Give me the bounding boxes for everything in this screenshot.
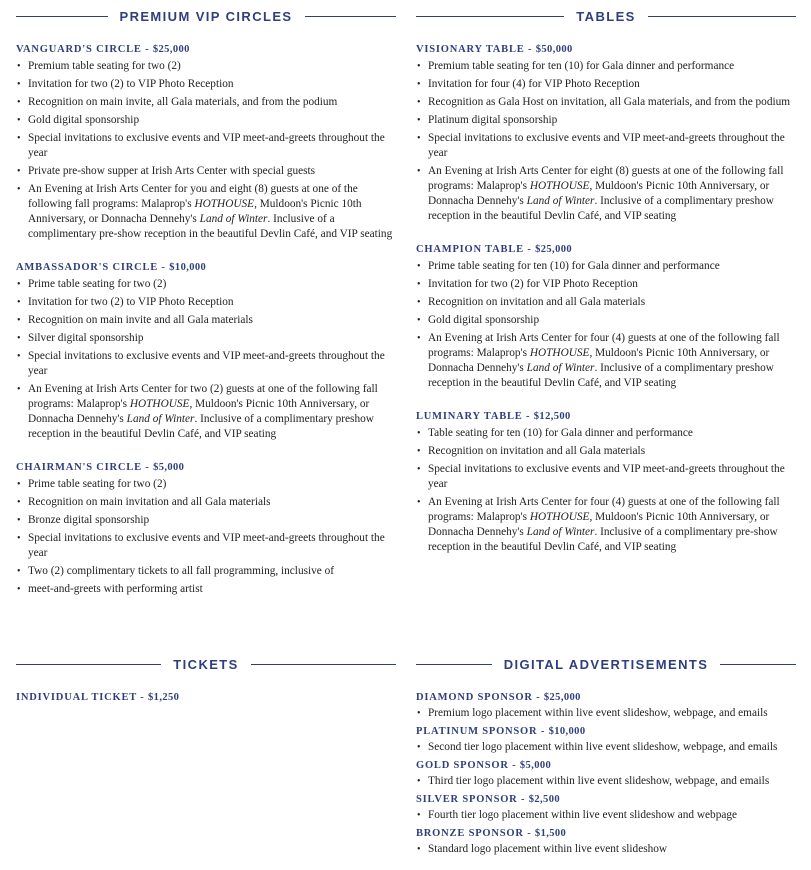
evening-text: , Muldoon's Picnic 10th Anniversary, or Donnacha Dennehy's bbox=[28, 398, 370, 425]
benefit-item-evening bbox=[16, 182, 394, 242]
benefit-item: • Recognition on main invitation and all Gala materials bbox=[16, 495, 394, 510]
tier-heading bbox=[16, 43, 394, 57]
benefit-item: • Gold digital sponsorship bbox=[16, 113, 394, 128]
evening-text: , Muldoon's Picnic 10th Anniversary, or Donnacha Dennehy's bbox=[428, 511, 770, 538]
benefit-item: • Special invitations to exclusive events and VIP meet-and-greets throughout the year bbox=[416, 462, 796, 492]
benefit-item: • Third tier logo placement within live event slideshow, webpage, and emails bbox=[416, 774, 796, 789]
benefit-list bbox=[16, 277, 394, 442]
benefit-item: • meet-and-greets with performing artist bbox=[16, 582, 394, 597]
tier-heading bbox=[16, 261, 394, 275]
header-rule bbox=[16, 16, 108, 17]
benefit-list bbox=[16, 477, 394, 597]
tier-heading bbox=[416, 410, 796, 424]
benefit-item: • Prime table seating for ten (10) for Gala dinner and performance bbox=[416, 259, 796, 274]
tier-price: $5,000 bbox=[153, 462, 185, 473]
tier-block bbox=[16, 691, 394, 705]
tier-name: BRONZE SPONSOR bbox=[416, 828, 524, 839]
benefit-item: • Recognition on main invite, all Gala materials, and from the podium bbox=[16, 95, 394, 110]
evening-text: An Evening at Irish Arts Center for four (4) guests at one of the following fall programs: Malaprop's bbox=[428, 496, 780, 523]
tier-price: $1,250 bbox=[148, 692, 180, 703]
tier-price: $50,000 bbox=[535, 44, 573, 55]
evening-text: . Inclusive of a complimentary preshow reception in the beautiful Devlin Café, and VIP seating bbox=[428, 195, 774, 222]
tier-price: $25,000 bbox=[535, 244, 573, 255]
premium-tiers-column bbox=[16, 43, 394, 616]
tier-price: $25,000 bbox=[543, 692, 581, 703]
price-separator: - bbox=[532, 692, 544, 703]
benefit-item: • Gold digital sponsorship bbox=[416, 313, 796, 328]
price-separator: - bbox=[522, 411, 534, 422]
benefit-item: • Special invitations to exclusive events and VIP meet-and-greets throughout the year bbox=[16, 131, 394, 161]
benefit-list bbox=[416, 259, 796, 391]
tier-name: VANGUARD'S CIRCLE bbox=[16, 44, 142, 55]
benefit-item: • Premium table seating for two (2) bbox=[16, 59, 394, 74]
tier-name: CHAIRMAN'S CIRCLE bbox=[16, 462, 142, 473]
program-title: HOTHOUSE bbox=[529, 180, 590, 192]
tier-block bbox=[416, 725, 796, 755]
tier-block bbox=[416, 759, 796, 789]
tier-heading bbox=[416, 827, 796, 841]
program-title: HOTHOUSE bbox=[529, 347, 590, 359]
benefit-item: • Bronze digital sponsorship bbox=[16, 513, 394, 528]
tier-price: $25,000 bbox=[152, 44, 190, 55]
header-rule bbox=[305, 16, 397, 17]
benefit-item-evening bbox=[416, 331, 796, 391]
digital-section-header bbox=[416, 655, 796, 673]
tier-block bbox=[416, 827, 796, 857]
digital-tiers-column bbox=[416, 691, 796, 861]
tier-price: $10,000 bbox=[548, 726, 586, 737]
benefit-item: • Recognition on main invite and all Gala materials bbox=[16, 313, 394, 328]
price-separator: - bbox=[517, 794, 529, 805]
header-rule bbox=[251, 664, 396, 665]
tier-heading bbox=[16, 691, 394, 705]
tier-heading bbox=[416, 243, 796, 257]
tier-name: VISIONARY TABLE bbox=[416, 44, 525, 55]
benefit-item: • Invitation for two (2) for VIP Photo Reception bbox=[416, 277, 796, 292]
price-separator: - bbox=[141, 44, 153, 55]
digital-section-title: DIGITAL ADVERTISEMENTS bbox=[503, 656, 709, 672]
tier-name: INDIVIDUAL TICKET bbox=[16, 692, 137, 703]
tier-name: LUMINARY TABLE bbox=[416, 411, 523, 422]
tier-heading bbox=[416, 691, 796, 705]
benefit-item: • Invitation for two (2) to VIP Photo Reception bbox=[16, 295, 394, 310]
benefit-list bbox=[416, 740, 796, 755]
tickets-column bbox=[16, 691, 394, 724]
tier-block bbox=[416, 43, 796, 224]
premium-section-title: PREMIUM VIP CIRCLES bbox=[119, 8, 293, 24]
tier-heading bbox=[416, 43, 796, 57]
benefit-list bbox=[16, 59, 394, 242]
tier-block bbox=[416, 793, 796, 823]
benefit-item: • Silver digital sponsorship bbox=[16, 331, 394, 346]
header-rule bbox=[16, 664, 161, 665]
tables-section-header bbox=[416, 7, 796, 25]
price-separator: - bbox=[537, 726, 549, 737]
price-separator: - bbox=[523, 244, 536, 255]
evening-text: , Muldoon's Picnic 10th Anniversary, or Donnacha Dennehy's bbox=[28, 198, 362, 225]
tickets-section-title: TICKETS bbox=[173, 656, 239, 672]
tier-block bbox=[16, 261, 394, 442]
evening-text: . Inclusive of a complimentary pre-show reception in the beautiful Devlin Café, and VIP seating bbox=[28, 213, 393, 240]
program-title: HOTHOUSE bbox=[129, 398, 190, 410]
evening-text: An Evening at Irish Arts Center for four (4) guests at one of the following fall programs: Malaprop's bbox=[428, 332, 780, 359]
evening-text: . Inclusive of a complimentary preshow reception in the beautiful Devlin Café, and VIP seating bbox=[28, 413, 374, 440]
price-separator: - bbox=[141, 462, 154, 473]
tier-name: GOLD SPONSOR bbox=[416, 760, 509, 771]
benefit-item: • Invitation for two (2) to VIP Photo Reception bbox=[16, 77, 394, 92]
tier-price: $1,500 bbox=[534, 828, 567, 839]
benefit-item: • Premium table seating for ten (10) for Gala dinner and performance bbox=[416, 59, 796, 74]
tier-price: $12,500 bbox=[533, 411, 571, 422]
tier-name: PLATINUM SPONSOR bbox=[416, 726, 538, 737]
benefit-item: • Recognition on invitation and all Gala materials bbox=[416, 295, 796, 310]
benefit-item: • Special invitations to exclusive events and VIP meet-and-greets throughout the year bbox=[16, 531, 394, 561]
benefit-item: • Platinum digital sponsorship bbox=[416, 113, 796, 128]
program-title: HOTHOUSE bbox=[529, 511, 590, 523]
program-title: Land of Winter bbox=[526, 195, 595, 207]
benefit-item: • Two (2) complimentary tickets to all fall programming, inclusive of bbox=[16, 564, 394, 579]
program-title: Land of Winter bbox=[199, 213, 268, 225]
benefit-item: • Recognition as Gala Host on invitation, all Gala materials, and from the podium bbox=[416, 95, 796, 110]
price-separator: - bbox=[508, 760, 520, 771]
benefit-item: • Second tier logo placement within live event slideshow, webpage, and emails bbox=[416, 740, 796, 755]
benefit-list bbox=[416, 808, 796, 823]
program-title: Land of Winter bbox=[126, 413, 195, 425]
tier-block bbox=[416, 410, 796, 555]
header-rule bbox=[720, 664, 796, 665]
tables-section-title: TABLES bbox=[576, 8, 636, 24]
tier-block bbox=[416, 691, 796, 721]
evening-text: , Muldoon's Picnic 10th Anniversary, or Donnacha Dennehy's bbox=[428, 347, 770, 374]
tier-price: $5,000 bbox=[519, 760, 552, 771]
evening-text: An Evening at Irish Arts Center for you and eight (8) guests at one of the following fall programs: Malaprop's bbox=[28, 183, 358, 210]
price-separator: - bbox=[158, 262, 170, 273]
tier-heading bbox=[416, 793, 796, 807]
evening-text: An Evening at Irish Arts Center for two (2) guests at one of the following fall programs: Malaprop's bbox=[28, 383, 378, 410]
header-rule bbox=[416, 16, 564, 17]
benefit-item: • Premium logo placement within live event slideshow, webpage, and emails bbox=[416, 706, 796, 721]
price-separator: - bbox=[524, 44, 536, 55]
benefit-item: • Special invitations to exclusive events and VIP meet-and-greets throughout the year bbox=[16, 349, 394, 379]
benefit-item: • Prime table seating for two (2) bbox=[16, 477, 394, 492]
premium-section-header bbox=[16, 7, 396, 25]
benefit-item: • Recognition on invitation and all Gala materials bbox=[416, 444, 796, 459]
evening-text: . Inclusive of a complimentary pre-show reception in the beautiful Devlin Café, and VIP seating bbox=[428, 526, 778, 553]
header-rule bbox=[648, 16, 796, 17]
evening-text: . Inclusive of a complimentary preshow reception in the beautiful Devlin Café, and VIP seating bbox=[428, 362, 774, 389]
benefit-list bbox=[416, 706, 796, 721]
tier-heading bbox=[416, 759, 796, 773]
tier-block bbox=[416, 243, 796, 391]
benefit-item-evening bbox=[16, 382, 394, 442]
benefit-item: • Table seating for ten (10) for Gala dinner and performance bbox=[416, 426, 796, 441]
tier-heading bbox=[16, 461, 394, 475]
tickets-section-header bbox=[16, 655, 396, 673]
program-title: HOTHOUSE bbox=[194, 198, 255, 210]
benefit-item: • Fourth tier logo placement within live event slideshow and webpage bbox=[416, 808, 796, 823]
benefit-item-evening bbox=[416, 164, 796, 224]
tier-block bbox=[16, 43, 394, 242]
program-title: Land of Winter bbox=[526, 362, 595, 374]
price-separator: - bbox=[136, 692, 149, 703]
header-rule bbox=[416, 664, 492, 665]
tier-price: $10,000 bbox=[169, 262, 207, 273]
tier-price: $2,500 bbox=[528, 794, 560, 805]
benefit-item: • Private pre-show supper at Irish Arts Center with special guests bbox=[16, 164, 394, 179]
program-title: Land of Winter bbox=[526, 526, 595, 538]
benefit-list bbox=[416, 59, 796, 224]
price-separator: - bbox=[523, 828, 535, 839]
benefit-list bbox=[416, 426, 796, 555]
tier-heading bbox=[416, 725, 796, 739]
benefit-list bbox=[416, 842, 796, 857]
evening-text: , Muldoon's Picnic 10th Anniversary, or Donnacha Dennehy's bbox=[428, 180, 770, 207]
tier-name: SILVER SPONSOR bbox=[416, 794, 518, 805]
tier-block bbox=[16, 461, 394, 597]
benefit-item-evening bbox=[416, 495, 796, 555]
tier-name: CHAMPION TABLE bbox=[416, 244, 524, 255]
benefit-item: • Prime table seating for two (2) bbox=[16, 277, 394, 292]
table-tiers-column bbox=[416, 43, 796, 574]
benefit-item: • Standard logo placement within live event slideshow bbox=[416, 842, 796, 857]
benefit-item: • Invitation for four (4) for VIP Photo Reception bbox=[416, 77, 796, 92]
benefit-list bbox=[416, 774, 796, 789]
tier-name: DIAMOND SPONSOR bbox=[416, 692, 533, 703]
benefit-item: • Special invitations to exclusive events and VIP meet-and-greets throughout the year bbox=[416, 131, 796, 161]
evening-text: An Evening at Irish Arts Center for eight (8) guests at one of the following fall programs: Malaprop's bbox=[428, 165, 784, 192]
tier-name: AMBASSADOR'S CIRCLE bbox=[16, 262, 159, 273]
